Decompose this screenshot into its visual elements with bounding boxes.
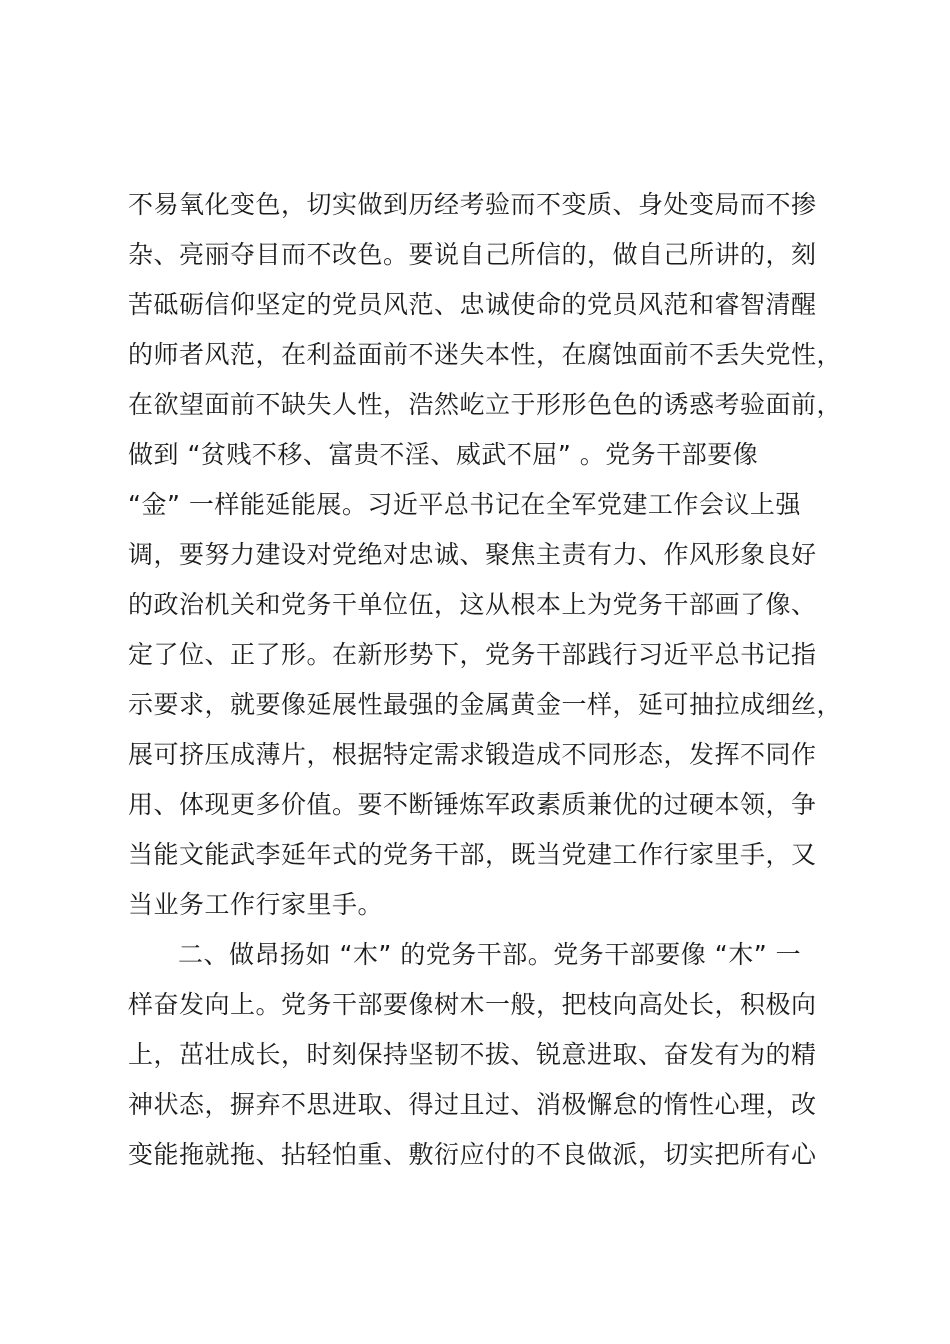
text-line: 不易氧化变色，切实做到历经考验而不变质、身处变局而不掺 xyxy=(128,190,817,219)
paragraph-heading-line: 二、做昂扬如 “木” 的党务干部。党务干部要像 “木” 一 xyxy=(178,940,802,969)
text-line: 示要求，就要像延展性最强的金属黄金一样，延可抽拉成细丝， xyxy=(128,690,843,719)
text-line: 做到 “贫贱不移、富贵不淫、威武不屈” 。党务干部要像 xyxy=(128,440,759,469)
text-line: 当业务工作行家里手。 xyxy=(128,890,384,919)
text-line: 调，要努力建设对党绝对忠诚、聚焦主责有力、作风形象良好 xyxy=(128,540,817,569)
text-line: 的师者风范，在利益面前不迷失本性，在腐蚀面前不丢失党性， xyxy=(128,340,843,369)
text-line: 的政治机关和党务干单位伍，这从根本上为党务干部画了像、 xyxy=(128,590,817,619)
body-text xyxy=(128,180,858,1180)
text-line: 苦砥砺信仰坚定的党员风范、忠诚使命的党员风范和睿智清醒 xyxy=(128,290,817,319)
text-line: 当能文能武李延年式的党务干部，既当党建工作行家里手，又 xyxy=(128,840,817,869)
text-line: 变能拖就拖、拈轻怕重、敷衍应付的不良做派，切实把所有心 xyxy=(128,1140,817,1169)
text-line: “金” 一样能延能展。习近平总书记在全军党建工作会议上强 xyxy=(128,490,801,519)
text-line: 用、体现更多价值。要不断锤炼军政素质兼优的过硬本领，争 xyxy=(128,790,817,819)
text-line: 展可挤压成薄片，根据特定需求锻造成不同形态，发挥不同作 xyxy=(128,740,817,769)
text-line: 神状态，摒弃不思进取、得过且过、消极懈怠的惰性心理，改 xyxy=(128,1090,817,1119)
text-line: 上，茁壮成长，时刻保持坚韧不拔、锐意进取、奋发有为的精 xyxy=(128,1040,817,1069)
text-line: 样奋发向上。党务干部要像树木一般，把枝向高处长，积极向 xyxy=(128,990,817,1019)
text-line: 在欲望面前不缺失人性，浩然屹立于形形色色的诱惑考验面前， xyxy=(128,390,843,419)
text-line: 杂、亮丽夺目而不改色。要说自己所信的，做自己所讲的，刻 xyxy=(128,240,817,269)
text-line: 定了位、正了形。在新形势下，党务干部践行习近平总书记指 xyxy=(128,640,817,669)
